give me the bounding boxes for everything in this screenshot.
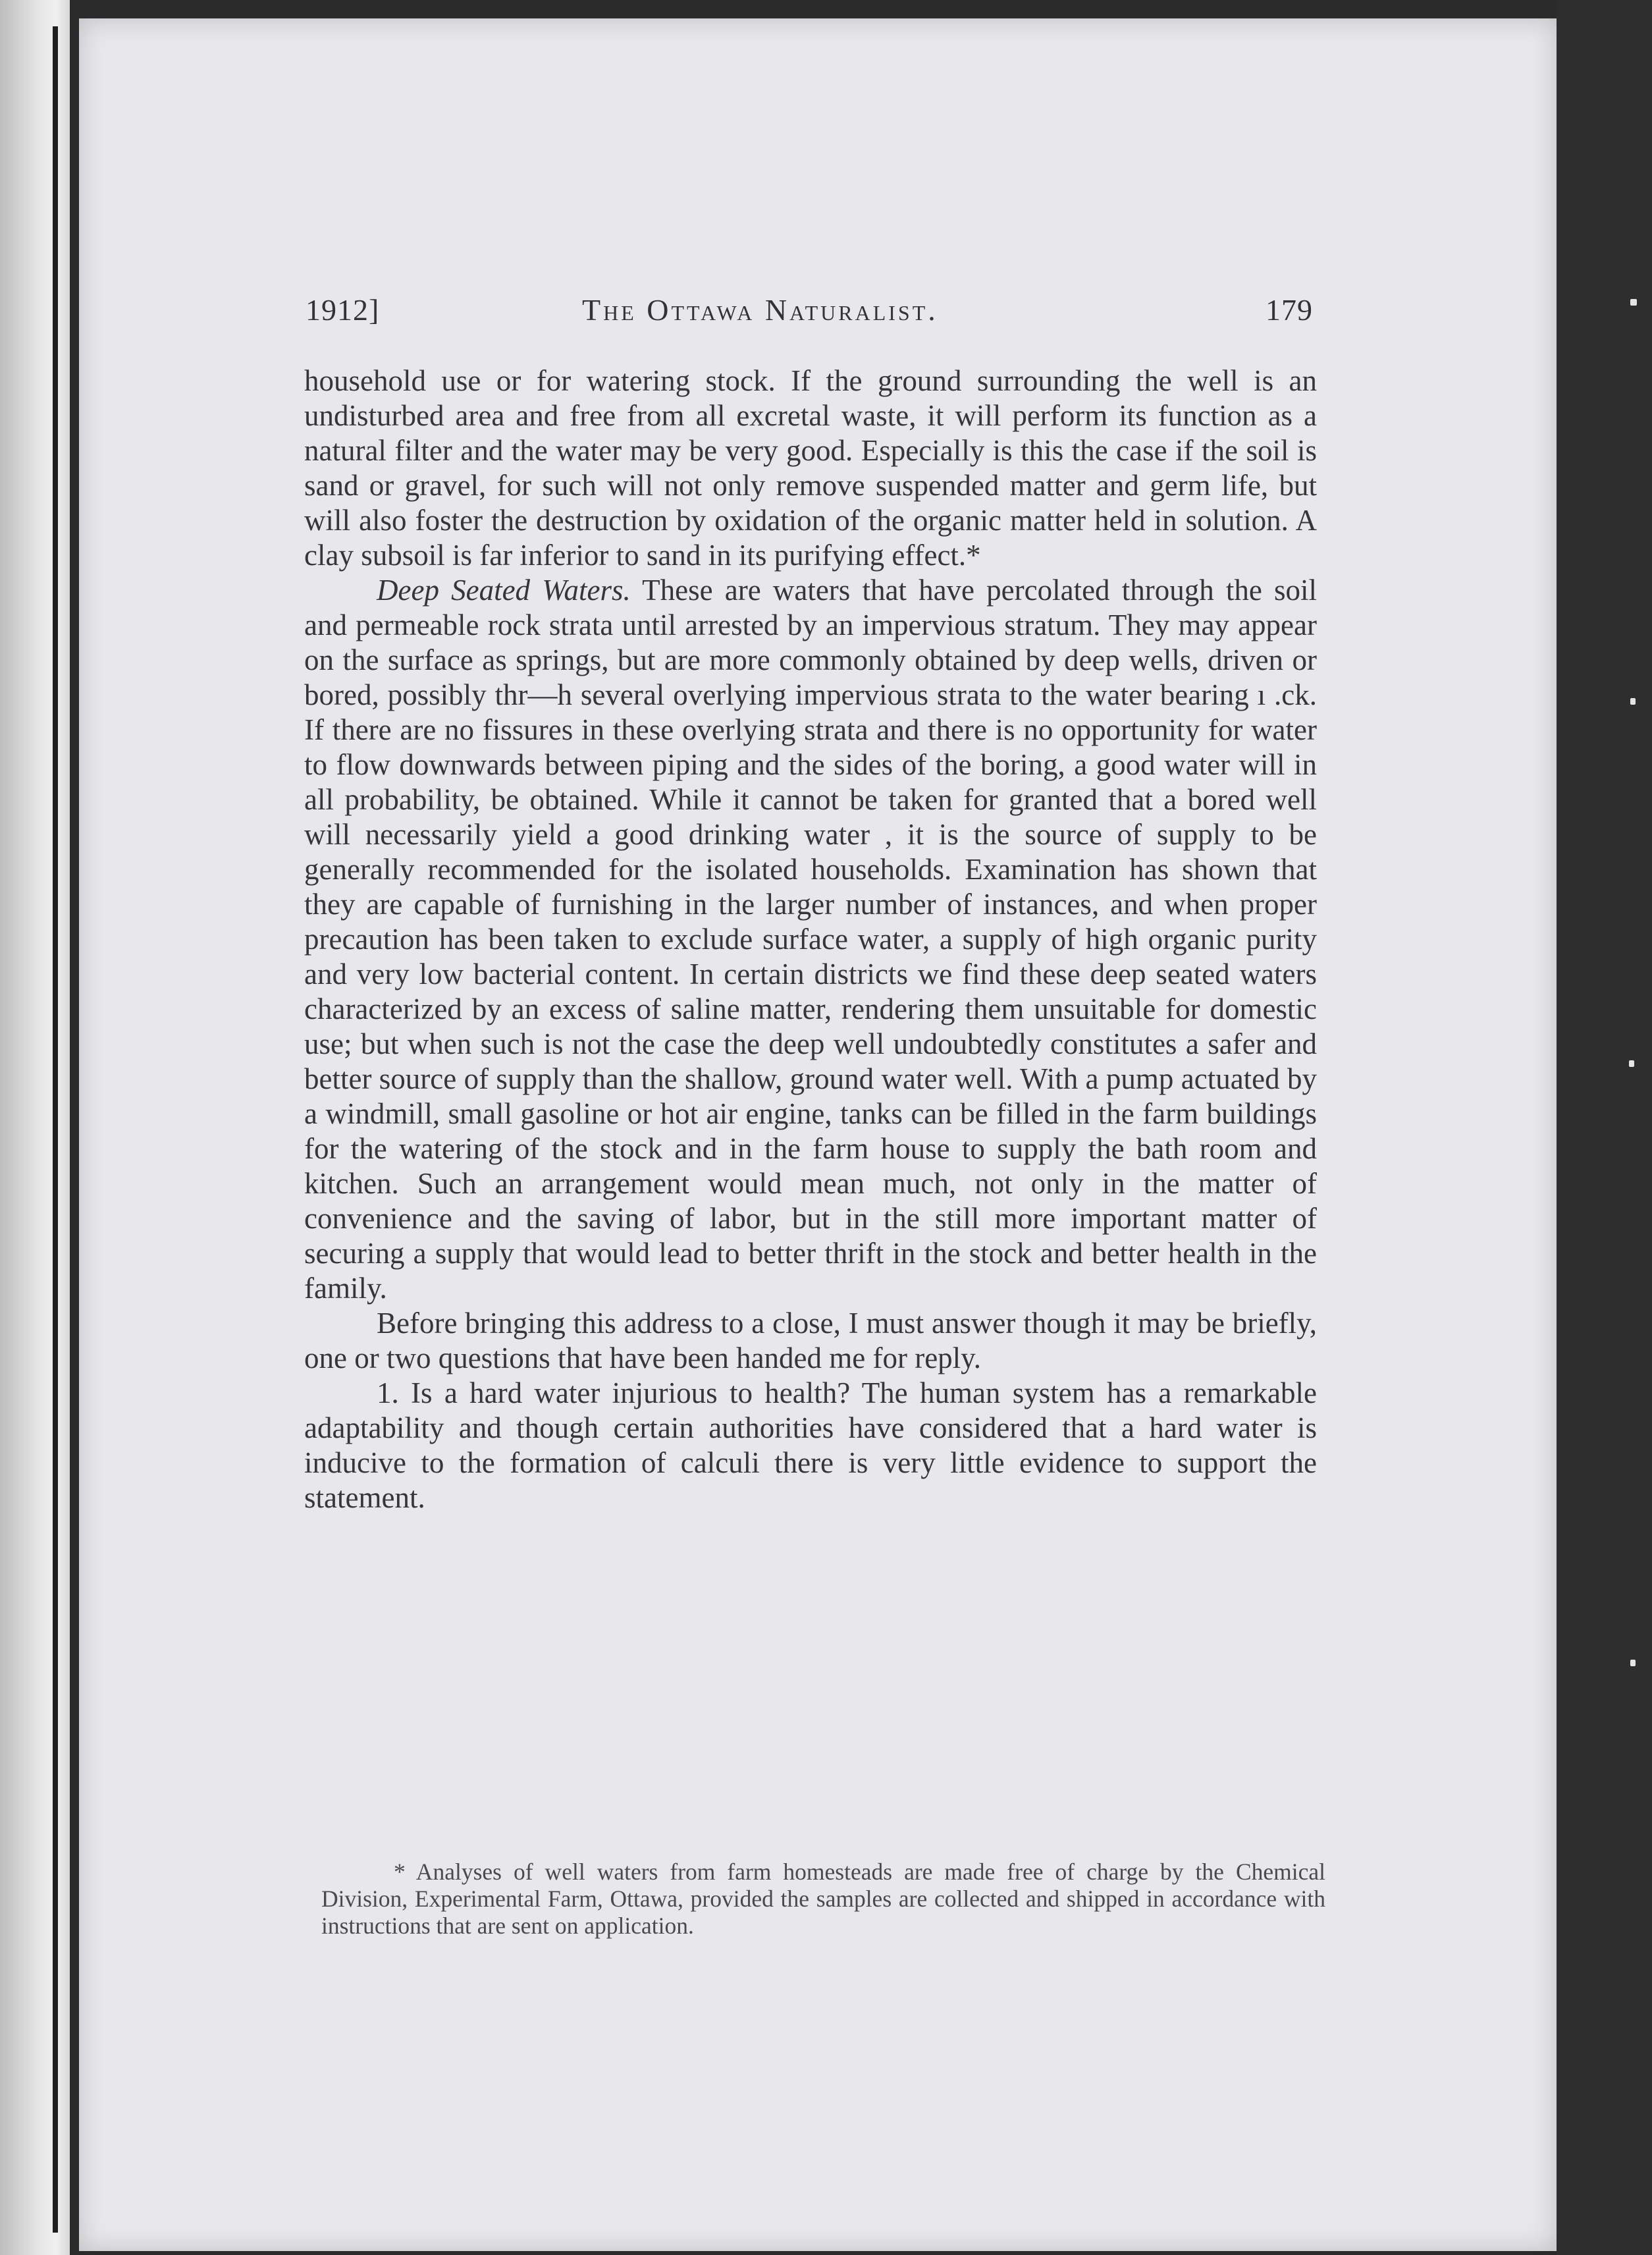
paragraph-closing: Before bringing this address to a close, I must answer though it may be briefly, one or two questions that have been handed me for reply.: [304, 1307, 1317, 1374]
binding-rule: [53, 26, 58, 2233]
body-text: [304, 364, 1317, 1515]
scan-speck: [1629, 1060, 1634, 1067]
paragraph-question-1: 1. Is a hard water injurious to health? The human system has a remarkable adaptability and though certain authorities have considered that a hard water is inducive to the formation of calculi there is very little evidence to support the statement.: [304, 1376, 1317, 1514]
running-head-year: 1912]: [306, 293, 380, 327]
journal-title: The Ottawa Naturalist.: [582, 293, 938, 327]
scan-speck: [1630, 698, 1636, 705]
running-head: [306, 292, 1313, 332]
scan-background: [1557, 0, 1652, 2255]
page-number: 179: [1266, 293, 1313, 327]
scan-speck: [1630, 299, 1637, 306]
section-run-in-heading: Deep Seated Waters.: [377, 574, 631, 607]
paragraph-continuation: household use or for watering stock. If the ground surrounding the well is an undisturbed area and free from all excretal waste, it will perform its function as a natural filter and the water may be very good. Especially is this the case if the soil is sand or gravel, for such will not only remove suspended matter and germ life, but will also foster the destruction by oxidation of the organic matter held in solution. A clay subsoil is far inferior to sand in its purifying effect.*: [304, 364, 1317, 572]
paragraph-text: These are waters that have percolated through the soil and permeable rock strata until arrested by an impervious stratum. They may appear on the surface as springs, but are more commonly obtained by deep wells, driven or bored, possibly thr—h several overlying impervious strata to the water bearing ı .ck. If there are no fissures in these overlying strata and there is no opportunity for water to flow downwards between piping and the sides of the boring, a good water will in all probability, be obtained. While it cannot be taken for granted that a bored well will necessarily yield a good drinking water , it is the source of supply to be generally recommended for the isolated households. Examination has shown that they are capable of furnishing in the larger number of instances, and when proper precaution has been taken to exclude surface water, a supply of high organic purity and very low bacterial content. In certain districts we find these deep seated waters characterized by an excess of saline matter, rendering them unsuitable for domestic use; but when such is not the case the deep well undoubtedly constitutes a safer and better source of supply than the shallow, ground water well. With a pump actuated by a windmill, small gasoline or hot air engine, tanks can be filled in the farm buildings for the watering of the stock and in the farm house to supply the bath room and kitchen. Such an arrangement would mean much, not only in the matter of convenience and the saving of labor, but in the still more important matter of securing a supply that would lead to better thrift in the stock and better health in the family.: [304, 574, 1318, 1305]
footnote: * Analyses of well waters from farm homesteads are made free of charge by the Chemical Division, Experimental Farm, Ottawa, provided the samples are collected and shipped in accordance with instructions that are sent on application.: [321, 1859, 1325, 1939]
paragraph-deep-seated-waters: [304, 573, 1317, 1306]
previous-page-edge: [0, 0, 74, 2255]
scan-speck: [1630, 1660, 1636, 1666]
